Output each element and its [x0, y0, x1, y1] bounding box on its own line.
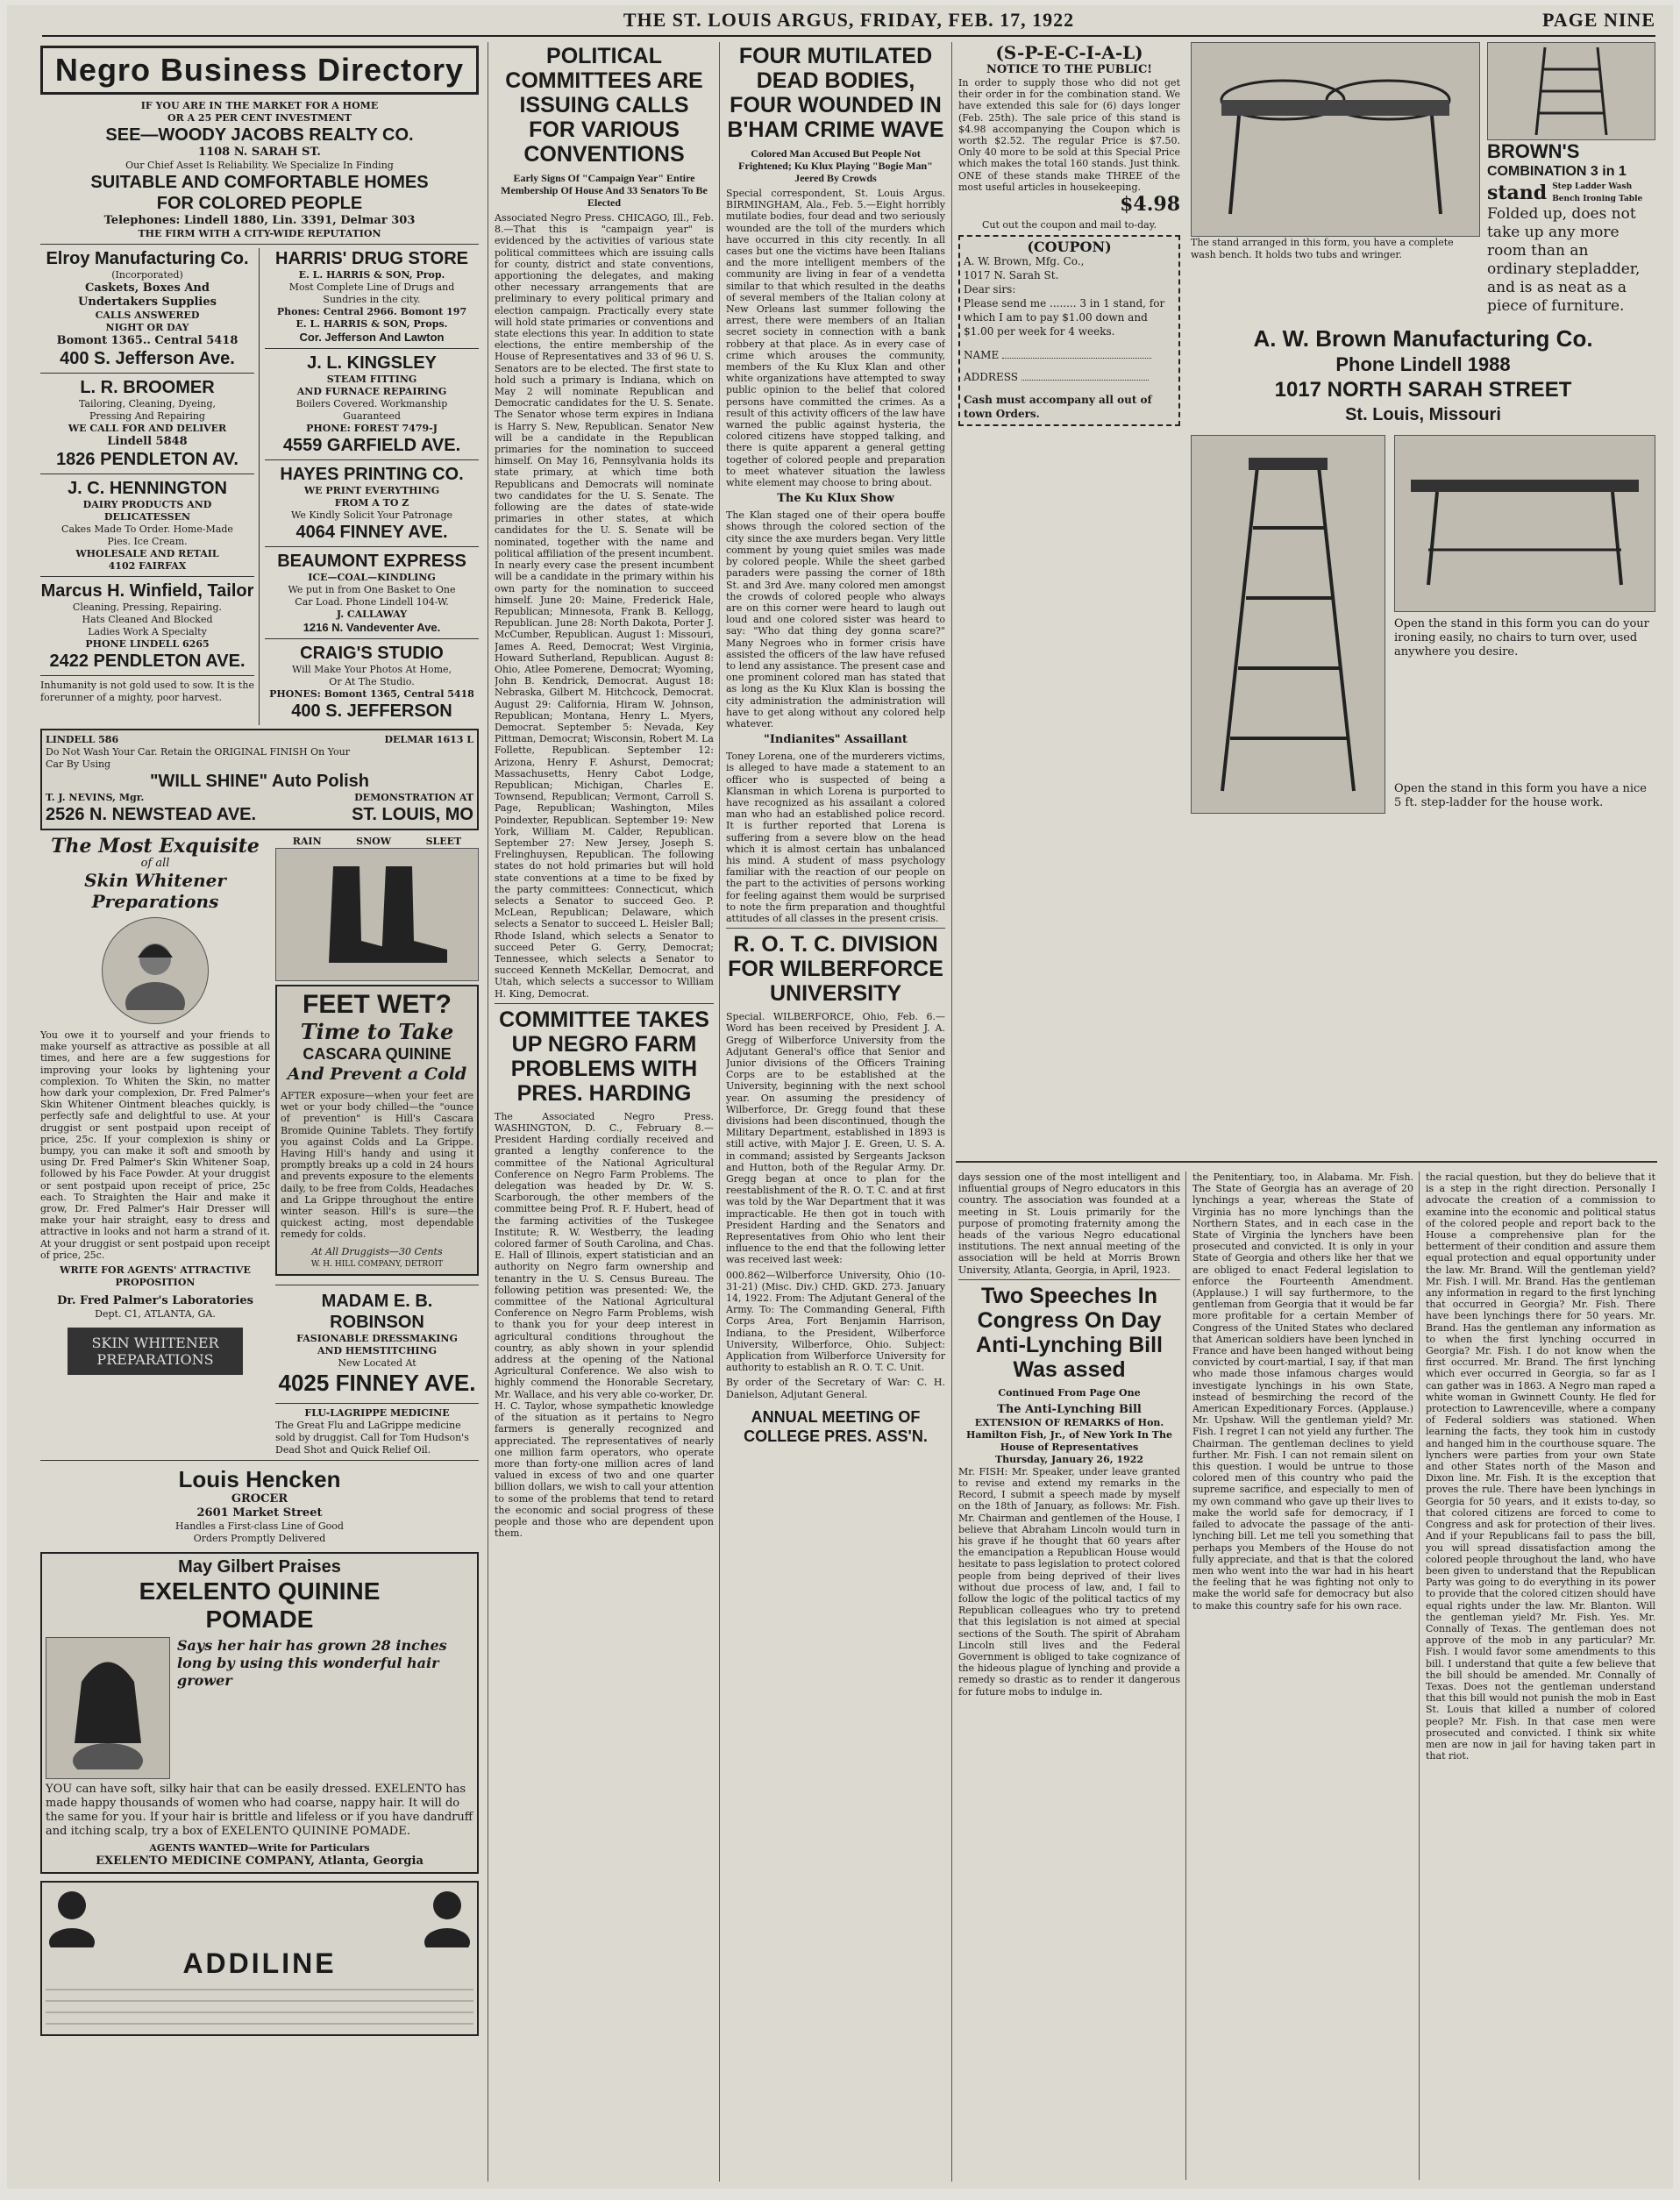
man-silhouette-icon — [421, 1886, 473, 1947]
address-field[interactable] — [1022, 369, 1149, 381]
cascara-ad: RAIN SNOW SLEET FEET WET? Time to Take CASCARA QUININE And Prevent a Cold AFTER exposure—when your feet are wet or your body chilled—the "ounce of prevention" is Hill's Cascara Bromide Quinine Tablets. They fortify you against Colds and La Grippe. Having Hill's handy and using it promptly breaks up a cold in 24 hours and prevents exposure to the elements daily, to be free from Colds, Headaches and La Grippe throughout the entire winter season. Hill's is sure—the quickest acting, most dependable remedy for colds. At All Druggists—30 Cents W. H. HILL COMPANY, DETROIT MADAM E. B. ROBINSON FASIONABLE DRESSMAKING AND HEMSTITCHING New Located At 4025 FINNEY AVE. FLU-LAGRIPPE MEDICINE The Great Flu and LaGrippe medicine sold by druggist. Call for Tom Hudson's Dead Shot and Quick Relief Oil. — [275, 836, 479, 1456]
craig-ad: CRAIG'S STUDIO Will Make Your Photos At Home, Or At The Studio. PHONES: Bomont 1365, Central 5418 400 S. JEFFERSON — [269, 644, 474, 721]
political-article: Associated Negro Press. CHICAGO, Ill., Feb. 8.—That this is "campaign year" is evidenced by the activities of various state political committees which are issuing calls for county, district and state conventions, apportioning the delegates, and making other necessary arrangements that are preliminary to every political primary and election campaign. Practically every state will hold state primaries or conventions and state elections this year. In addition to state elections, the entire membership of the House of Representatives and 33 of 96 U. S. Senators are to be elected. The first state to hold such a primary is Indiana, which on May 2 will nominate Republican and Democratic candidates for the U. S. Senate. The Senator whose term expires in Indiana is Harry S. New, Republican. Senator New will be a candidate in the Republican primaries for the nomination to succeed himself. On May 16, Pennsylvania holds its state primary, at which time both Republicans and Democrats will nominate two candidates for the U. S. Senate. The following are the dates of state-wide primaries in other states, at which candidates for the U. S. Senate will be nominated, together with the name and political affiliation of the present incumbent. In nearly every case the present incumbent will be a candidate in the primary within his own party for the nomination to succeed himself. June 20: Maine, Frederick Hale, Republican; Minnesota, Frank B. Kellogg, Republican. June 28: North Dakota, Porter J. McCumber, Republican. August 1: Missouri, James A. Reed, Democrat; West Virginia, Howard Sutherland, Republican. August 8: Ohio, Atlee Pomerene, Democrat; Wyoming, John B. Kendrick, Democrat. August 18: Nebraska, Gilbert M. Hitchcock, Democrat. August 29: California, Hiram W. Johnson, Republican; Montana, Henry L. Myers, Democrat. September 5: Nevada, Key Pittman, Democrat; Wisconsin, Robert M. La Follette, Republican. September 12: Arizona, Henry F. Ashurst, Democrat; Massachusetts, Henry Cabot Lodge, Republican; Michigan, Charles E. Townsend, Republican; Vermont, Carroll S. Page, Republican; Washington, Miles Poindexter, Republican. September 19: New York, William M. Calder, Republican. September 27: New Jersey, Joseph S. Frelinghuysen, Republican. The following states do not hold primaries but will hold state conventions at a time to be fixed by the party committees: Connecticut, which selects a Senator to succeed Geo. P. McLean, Republican; Delaware, which selects a Senator to succeed L. Heisler Ball; Rhode Island, which selects a Senator to succeed Peter G. Gerry, Democrat; Tennessee, which selects a Senator to succeed Kenneth McKellar, Democrat, and Utah, which selects a successor to William H. King, Democrat. — [495, 212, 714, 1000]
column-rule — [719, 42, 720, 2182]
winfield-ad: Marcus H. Winfield, Tailor Cleaning, Pressing, Repairing. Hats Cleaned And Blocked Ladies Work A Specialty PHONE LINDELL 6265 2422 PENDLETON AVE. — [40, 577, 254, 676]
stepladder-illustration — [1191, 435, 1385, 814]
political-column: POLITICAL COMMITTEES ARE ISSUING CALLS FOR VARIOUS CONVENTIONS Early Signs Of "Campaign Year" Entire Membership Of House And 33 Senators To Be Elected Associated Negro Press. CHICAGO, Ill., Feb. 8.—That this is "campaign year" is evidenced by the activities of various state political committees which are issuing calls for county, district and state conventions, apportioning the delegates, and making other necessary arrangements that are preliminary to every political primary and election campaign. Practically every state will hold state primaries or conventions and state elections this year. In addition to state elections, the entire membership of the House of Representatives and 33 of 96 U. S. Senators are to be elected. The first state to hold such a primary is Indiana, which on May 2 will nominate Republican and Democratic candidates for the U. S. Senate. The Senator whose term expires in Indiana is Harry S. New, Republican. Senator New will be a candidate in the Republican primaries for the nomination to succeed himself. On May 16, Pennsylvania holds its state primary, at which time both Republicans and Democrats will nominate two candidates for the U. S. Senate. The following are the dates of state-wide primaries in other states, at which candidates for the U. S. Senate will be nominated, together with the name and political affiliation of the present incumbent. In nearly every case the present incumbent will be a candidate in the primary within his own party for the nomination to succeed himself. June 20: Maine, Frederick Hale, Republican; Minnesota, Frank B. Kellogg, Republican. June 28: North Dakota, Porter J. McCumber, Republican. August 1: Missouri, James A. Reed, Democrat; West Virginia, Howard Sutherland, Republican. August 8: Ohio, Atlee Pomerene, Democrat; Wyoming, John B. Kendrick, Democrat. August 18: Nebraska, Gilbert M. Hitchcock, Democrat. August 29: California, Hiram W. Johnson, Republican; Montana, Henry L. Myers, Democrat. September 5: Nevada, Key Pittman, Democrat; Wisconsin, Robert M. La Follette, Republican. September 12: Arizona, Henry F. Ashurst, Democrat; Massachusetts, Henry Cabot Lodge, Republican; Michigan, Charles E. Townsend, Republican; Vermont, Carroll S. Page, Republican; Washington, Miles Poindexter, Republican. September 19: New York, William M. Calder, Republican. September 27: New Jersey, Joseph S. Frelinghuysen, Republican. The following states do not hold primaries but will hold state conventions at a time to be fixed by the party committees: Connecticut, which selects a Senator to succeed Geo. P. McLean, Republican; Delaware, which selects a Senator to succeed L. Heisler Ball; Rhode Island, which selects a Senator to succeed Peter G. Gerry, Democrat; Tennessee, which selects a Senator to succeed Kenneth McKellar, Democrat, and Utah, which selects a successor to William H. King, Democrat. COMMITTEE TAKES UP NEGRO FARM PROBLEMS WITH PRES. HARDING The Associated Negro Press. WASHINGTON, D. C., February 8.—President Harding cordially received and granted a lengthy conference to the committee of the National Agricultural Conference on Negro Farm Problems. The delegation was headed by Dr. W. S. Scarborough, the other members of the committee being Prof. R. F. Hubert, head of the farming activities of the Tuskegee Institute; R. W. Westberry, the leading colored farmer of South Carolina, and Chas. E. Hall of Illinois, expert statistician and an authority on Negro farm ownership and tenantry in the U. S. Census Bureau. The following petition was presented: We, the committee of the National Agricultural Conference on Negro Farm Problems, wish to thank you for your deep interest in agricultural conditions throughout the country, as ably shown in your splendid address at the opening of the National Agricultural Conference. We also wish to highly commend the Honorable Secretary, Mr. Wallace, and his very able co-worker, Dr. H. C. Taylor, whose sympathetic knowledge of the situation as it pertains to Negro farmers is generally recognized and appreciated. The representatives of nearly one million farm operators, who operate more than forty-one million acres of land valued in excess of two and one quarter billion dollars, we wish to call your attention to some of the problems that tend to retard the economic and social progress of these people and those who are dependent upon them. — [495, 44, 714, 1540]
business-directory-column — [40, 42, 479, 2040]
debate-column-2: the racial question, but they do believe that it is a step in the right direction. Personally I advocate the creation of a commission to examine into the economic and political status of the colored people and report back to the House a comprehensive plan for the betterment of their condition and assure them equal protection and equal opportunity under the law. Mr. Brand. Will the gentleman yield? Mr. Fish. I will. Mr. Brand. Has the gentleman any information in regard to the first lynching that occurred in Georgia? Mr. Fish. There have been lynchings there for 50 years. Mr. Brand. Has the gentleman any information as to when the first lynching occurred in Georgia? Mr. Fish. I do not know when the first occurred. Mr. Brand. The first lynching which ever occurred in Georgia, so far as I can gather was in 1863. A Negro man raped a white woman in Gwinnett County. He fled for protection to Lawrenceville, where a company of Federal soldiers was stationed. When learning the facts, they took him in custody and hanged him in the courthouse square. The lynchers were parties from your own State and other States north of the Mason and Dixon line. Mr. Fish. It is the exception that proves the rule. There have been lynchings in Georgia for 50 years, and it exists to-day, so that colored citizens are forced to come to Congress and ask for protection of their lives. And if your Republicans fail to pass the bill, you will spread dissatisfaction among the colored people throughout the land, who have been given to understand that the Republican Party was going to do everything in its power to provide that the colored citizen should have equal rights under the law. Mr. Blanton. Will the gentleman yield? Mr. Fish. Yes. Mr. Connally of Texas. The gentleman does not approve of the mob in any particular? Mr. Fish. I would favor some amendments to this bill. I understand that quite a few believe that the bill should be amended. Mr. Connally of Texas. Does not the gentleman understand that this bill would not punish the mob in East St. Louis that killed a number of colored people? Mr. Fish. In that case men were prosecuted and convicted. I think six white men are now in jail for having taken part in that riot. — [1426, 1171, 1655, 1762]
flu-ad: FLU-LAGRIPPE MEDICINE The Great Flu and LaGrippe medicine sold by druggist. Call for Tom Hudson's Dead Shot and Quick Relief Oil. — [275, 1403, 479, 1456]
broomer-ad: L. R. BROOMER Tailoring, Cleaning, Dyeing, Pressing And Repairing WE CALL FOR AND DELIVER Lindell 5848 1826 PENDLETON AV. — [40, 374, 254, 474]
ads-row — [40, 836, 479, 1456]
directory-right — [265, 248, 479, 725]
brown-stand-ad: The stand arranged in this form, you have a complete wash bench. It holds two tubs and wringer. BROWN'S COMBINATION 3 in 1 stand Step Ladder Wash Bench Ironing Table Folded up, does not take up any more room than an ordinary stepladder, and is as neat as a piece of furniture. A. W. Brown Manufacturing Co. Phone Lindell 1988 1017 NORTH SARAH STREET St. Louis, Missouri Open the stand in this form you can do your ironing easily, no chairs to turn over, used anywhere you desire. Open the stand in this form you have a nice 5 ft. step-ladder for the house work. — [1191, 42, 1655, 1164]
saying: Inhumanity is not gold used to sow. It is the forerunner of a mighty, poor harvest. — [40, 680, 254, 703]
elroy-ad: Elroy Manufacturing Co. (Incorporated) Caskets, Boxes And Undertakers Supplies CALLS ANSWERED NIGHT OR DAY Bomont 1365.. Central 5418 400 S. Jefferson Ave. — [40, 248, 254, 374]
coupon-form: (COUPON) A. W. Brown, Mfg. Co., 1017 N. Sarah St. Dear sirs: Please send me ........ 3 in 1 stand, for which I am to pay $1.00 down and $1.00 per week for 4 weeks. NAME ADDRESS Cash must accompany all out of town Orders. — [958, 235, 1180, 426]
kingsley-ad: J. L. KINGSLEY STEAM FITTING AND FURNACE REPAIRING Boilers Covered. Workmanship Guaranteed PHONE: FOREST 7479-J 4559 GARFIELD AVE. — [265, 349, 479, 460]
palmer-ad: The Most Exquisite of all Skin Whitener Preparations You owe it to yourself and your friends to make yourself as attractive as possible at all times, and here are a few suggestions for improving your looks by lightening your complexion. To Whiten the Skin, no matter how dark your complexion, Dr. Fred Palmer's Skin Whitener Ointment bleaches quickly, is perfectly safe and delightful to use. At your druggist or sent postpaid upon receipt of price, 25c. If your complexion is shiny or bumpy, you can make it soft and smooth by using Dr. Fred Palmer's Skin Whitener Soap, followed by his Face Powder. At your druggist or sent postpaid upon receipt of price, 25c each. To Straighten the Hair and make it grow, Dr. Fred Palmer's Hair Dresser will make your hair straight, easy to dress and attractive in looks and not harm a strand of it. At your druggist or sent postpaid upon receipt of price, 25c. WRITE FOR AGENTS' ATTRACTIVE PROPOSITION Dr. Fred Palmer's Laboratories Dept. C1, ATLANTA, GA. SKIN WHITENER PREPARATIONS — [40, 836, 270, 1456]
name-field[interactable] — [1002, 347, 1151, 359]
may-gilbert-portrait — [46, 1637, 170, 1779]
wash-bench-illustration — [1191, 42, 1480, 237]
robinson-ad: MADAM E. B. ROBINSON FASIONABLE DRESSMAKING AND HEMSTITCHING New Located At 4025 FINNEY AVE. — [275, 1285, 479, 1396]
rotc-headline: R. O. T. C. DIVISION FOR WILBERFORCE UNIVERSITY — [728, 932, 943, 1007]
hayes-ad: HAYES PRINTING CO. WE PRINT EVERYTHING FROM A TO Z We Kindly Solicit Your Patronage 4064 FINNEY AVE. — [265, 460, 479, 547]
crime-headline: FOUR MUTILATED DEAD BODIES, FOUR WOUNDED IN B'HAM CRIME WAVE — [727, 44, 944, 142]
farm-article: The Associated Negro Press. WASHINGTON, D. C., February 8.—President Harding cordially received and granted a lengthy conference to the committee of the National Agricultural Conference on Negro Farm Problems. The delegation was headed by Dr. W. S. Scarborough, the other members of the committee being Prof. R. F. Hubert, head of the farming activities of the Tuskegee Institute; R. W. Westberry, the leading colored farmer of South Carolina, and Chas. E. Hall of Illinois, expert statistician and an authority on Negro farm ownership and tenantry in the U. S. Census Bureau. The following petition was presented: We, the committee of the National Agricultural Conference on Negro Farm Problems, wish to thank you for your deep interest in agricultural conditions throughout the country, as ably shown in your splendid address at the opening of the National Agricultural Conference. We also wish to highly commend the Honorable Secretary, Mr. Wallace, and his very able co-worker, Dr. H. C. Taylor, whose sympathetic knowledge of the situation as it pertains to Negro farmers is generally recognized and appreciated. The representatives of nearly one million farm operators, who operate more than forty-one million acres of land valued in excess of two and one quarter billion dollars, we wish to call your attention to some of the problems that tend to retard the economic and social progress of these people and those who are dependent upon them. — [495, 1110, 714, 1540]
masthead — [42, 5, 1655, 37]
exelento-ad: May Gilbert Praises EXELENTO QUININE POMADE Says her hair has grown 28 inches long by using this wonderful hair grower YOU can have soft, silky hair that can be easily dressed. EXELENTO has made happy thousands of women who had coarse, nappy hair. It will do the same for you. If your hair is brittle and lifeless or if you have dandruff and itching scalp, try a box of EXELENTO QUININE POMADE. AGENTS WANTED—Write for Particulars EXELENTO MEDICINE COMPANY, Atlanta, Georgia — [40, 1552, 479, 1874]
ladder-illustration — [1487, 42, 1655, 140]
product-box: SKIN WHITENER PREPARATIONS — [68, 1328, 243, 1375]
beaumont-ad: BEAUMONT EXPRESS ICE—COAL—KINDLING We put in from One Basket to One Car Load. Phone Lindell 104-W. J. CALLAWAY 1216 N. Vandeventer Ave. — [265, 547, 479, 639]
directory-grid — [40, 248, 479, 725]
brown-company-info: A. W. Brown Manufacturing Co. Phone Lindell 1988 1017 NORTH SARAH STREET St. Louis, Missouri — [1253, 325, 1593, 424]
speeches-column: days session one of the most intelligent and influential groups of Negro educators in this country. The association was founded at a meeting in St. Louis primarily for the purpose of promoting fraternity among the heads of the various Negro educational institutions. The next annual meeting of the association will be held at Morris Brown University, Atlanta, Georgia, in April, 1923. Two Speeches In Congress On Day Anti-Lynching Bill Was assed Continued From Page One The Anti-Lynching Bill EXTENSION OF REMARKS of Hon. Hamilton Fish, Jr., of New York In The House of Representatives Thursday, January 26, 1922 Mr. FISH: Mr. Speaker, under leave granted to revise and extend my remarks in the Record, I submit a speech made by myself on the 18th of January, as follows: Mr. Fish. Mr. Chairman and gentlemen of the House, I believe that Abraham Lincoln would turn in his grave if he thought that 60 years after the emancipation a Republican House would hesitate to pass legislation to protect colored people from being deprived of their lives without due process of law, and, I fail to follow the logic of the political tactics of my Republican colleagues who try to pretend that this legislation is not aimed at special sections of the South. The spirit of Abraham Lincoln still lives and the Federal Government is obliged to take cognizance of the hideous plague of lynching and provide a remedy so drastic as to render it dangerous for future mobs to indulge in. — [958, 1171, 1180, 1698]
column-rule — [1419, 1171, 1420, 2180]
page-number: PAGE NINE — [1542, 9, 1655, 31]
debate-column-1: the Penitentiary, too, in Alabama. Mr. Fish. The State of Georgia has an average of 20 lynchings a year, whereas the State of Virginia has no more lynchings than the Northern States, and in each case in the State of Virginia the lynchers have been prosecuted and convicted. It is only in your State of Georgia and others like her that we are obliged to enact Federal legislation to enforce the Fourteenth Amendment. (Applause.) I will say furthermore, to the gentleman from Georgia that it would be far more profitable for a certain Member of Congress of the United States who declared that American soldiers have been lynched in France and have been hanged without being convicted by court-martial, I say, if that man who made those infamous charges would investigate lynchings in his own State, instead of besmirching the record of the American Expeditionary Forces. (Applause.) Mr. Upshaw. Will the gentleman yield? Mr. Fish. I regret I can not yield any further. The Chairman. The gentleman declines to yield further. Mr. Fish. I can not remain silent on this question. I would be untrue to those colored men of this country who paid the supreme sacrifice, and especially to men of my own command who gave up their lives to make the world safe for democracy, if I failed to advocate the passage of the anti-lynching bill. Let me tell you something that perhaps you Members of the House do not fully appreciate, and that is that the colored men who went into the war had in his heart the feeling that he was fighting not only to make the world safe for democracy but also to make this country safe for his own race. — [1192, 1171, 1413, 1612]
hennington-ad: J. C. HENNINGTON DAIRY PRODUCTS AND DELICATESSEN Cakes Made To Order. Home-Made Pies. Ice Cream. WHOLESALE AND RETAIL 4102 FAIRFAX — [40, 474, 254, 577]
harris-ad: HARRIS' DRUG STORE E. L. HARRIS & SON, Prop. Most Complete Line of Drugs and Sundries in the city. Phones: Central 2966. Bomont 197 E. L. HARRIS & SON, Props. Cor. Jefferson And Lawton — [265, 248, 479, 349]
paper-dateline: THE ST. LOUIS ARGUS, FRIDAY, FEB. 17, 1922 — [623, 9, 1075, 31]
jacobs-realty-ad: IF YOU ARE IN THE MARKET FOR A HOME OR A 25 PER CENT INVESTMENT SEE—WOODY JACOBS REALTY CO. 1108 N. SARAH ST. Our Chief Asset Is Reliability. We Specialize In Finding SUITABLE AND COMFORTABLE HOMES FOR COLORED PEOPLE Telephones: Lindell 1880, Lin. 3391, Delmar 303 THE FIRM WITH A CITY-WIDE REPUTATION — [40, 100, 479, 245]
addiline-ad: ADDILINE — [40, 1881, 479, 2036]
special-notice-column: (S-P-E-C-I-A-L) NOTICE TO THE PUBLIC! In order to supply those who did not get their order in for the combination stand. We have extended this sale for (6) days longer (Feb. 25th). The sale price of this stand is $4.98 accompanying the Coupon which is worth $2.52. The regular Price is $7.50. Only 40 more to be sold at this Special Price which makes the total 160 stands. Just think. ONE of these stands make THREE of the most useful articles in housekeeping. $4.98 Cut out the coupon and mail to-day. (COUPON) A. W. Brown, Mfg. Co., 1017 N. Sarah St. Dear sirs: Please send me ........ 3 in 1 stand, for which I am to pay $1.00 down and $1.00 per week for 4 weeks. NAME ADDRESS Cash must accompany all out of town Orders. — [958, 42, 1180, 430]
directory-left — [40, 248, 260, 725]
section-rule — [956, 1161, 1657, 1163]
speeches-headline: Two Speeches In Congress On Day Anti-Lynching Bill Was assed — [976, 1283, 1163, 1382]
woman-portrait — [102, 917, 209, 1024]
cascara-box: FEET WET? Time to Take CASCARA QUININE And Prevent a Cold AFTER exposure—when your feet are wet or your body chilled—the "ounce of prevention" is Hill's Cascara Bromide Quinine Tablets. They fortify you against Colds and La Grippe. Having Hill's handy and using it promptly breaks up a cold in 24 hours and prevents exposure to the elements daily, to be free from Colds, Headaches and La Grippe throughout the entire winter season. Hill's is sure—the quickest acting, most dependable remedy for colds. At All Druggists—30 Cents W. H. HILL COMPANY, DETROIT — [275, 985, 479, 1276]
will-shine-ad: LINDELL 586 DELMAR 1613 L Do Not Wash Your Car. Retain the ORIGINAL FINISH On Your Car By Using "WILL SHINE" Auto Polish T. J. NEVINS, Mgr. DEMONSTRATION AT 2526 N. NEWSTEAD AVE. ST. LOUIS, MO — [40, 729, 479, 830]
political-headline: POLITICAL COMMITTEES ARE ISSUING CALLS FOR VARIOUS CONVENTIONS — [505, 44, 703, 167]
newspaper-page — [7, 5, 1673, 2189]
boots-illustration — [275, 848, 479, 981]
crime-column: FOUR MUTILATED DEAD BODIES, FOUR WOUNDED IN B'HAM CRIME WAVE Colored Man Accused But People Not Frightened; Ku Klux Playing "Bogie Man" Jeered By Crowds Special correspondent, St. Louis Argus. BIRMINGHAM, Ala., Feb. 5.—Eight horribly mutilate bodies, four dead and two seriously wounded are the toll of the murders which have occurred in this city recently. In all cases but one the victims have been Italians and the more intelligent members of the community are living in fear of a vendetta similar to that which resulted in the deaths of several members of the Italian colony at New Orleans last summer following the arrest, there were members of an Italian secret society in connection with a bank robbery at that place. As in every case of crime which arouses the community, members of the Ku Klux Klan and other white organizations have attempted to sway public opinion to the belief that colored persons have committed the crimes. As a result of this activity officers of the law have warned the public against hysteria, the colored citizens have stopped talking, and there is quite apparent a general getting together of colored people and preparation to meet whatever situation the lawless white element may choose to bring about. The Ku Klux Show The Klan staged one of their opera bouffe shows through the colored section of the city since the axe murders began. Very little comment by young quiet smiles was made by colored people. While the sheet garbed paraders were passing the corner of 18th St. and 3rd Ave. many colored men amongst the crowds of colored people who always are on this corner were heard to laugh out loud and one colored sister was heard to say: "Who dat thing dey gonna scare?" Many Negroes who in former crisis have assisted the officers of the law have refused to lend any assistance. The present case and one prominent colored man has stated that as long as the Ku Klux Klan is bossing the city administration the administration will have to get along without any colored help whatever. "Indianites" Assaillant Toney Lorena, one of the murderers victims, is alleged to have made a statement to an officer who is suspected of being a Klansman in which Lorena is purported to have recognized as his assailant a colored man who had an established police record. It is further reported that Lorena is suffering from a severe blow on the head which it is almost certain has unbalanced his mind. A student of mass psychology familiar with the reaction of our people on the part to the activities of persons working for feeling against them would be surprised to note the firm preparation and thoughtful attitudes of all classes in the present crisis. R. O. T. C. DIVISION FOR WILBERFORCE UNIVERSITY Special. WILBERFORCE, Ohio, Feb. 6.—Word has been received by President J. A. Gregg of Wilberforce University from the Adjutant General's office that Senior and Junior divisions of the Officers Training Corps are to be established at the University, beginning with the next school year. On assuming the presidency of Wilberforce, Dr. Gregg found that these divisions had been discontinued, though the Military Department, established in 1893 is still active, with Major J. E. Green, U. S. A. in command; assisted by Sergeants Jackson and Hutton, both of the Regular Army. Dr. Gregg began at once to plan for the reestablishment of the R. O. T. C. and at first was told by the War Department that it was impracticable. He then got in touch with President Harding and the Senators and Representatives from Ohio who lent their influence to the end that the following letter was received last week: 000.862—Wilberforce University, Ohio (10-31-21) (Misc. Div.) CHD. GKD. 273. January 14, 1922. From: The Adjutant General of the Army. To: The Commanding General, Fifth Corps Area, Fort Benjamin Harrison, Indiana, to the President, Wilberforce University, Wilberforce, Ohio. Subject: Application from Wilberforce University for authority to establish an R. O. T. C. Unit. By order of the Secretary of War: C. H. Danielson, Adjutant General. ANNUAL MEETING OF COLLEGE PRES. ASS'N. — [726, 44, 945, 1445]
column-rule — [1185, 1171, 1186, 2180]
hencken-ad: Louis Hencken GROCER 2601 Market Street Handles a First-class Line of Good Orders Promptly Delivered — [40, 1460, 479, 1545]
directory-title: Negro Business Directory — [40, 46, 479, 95]
column-rule — [951, 42, 952, 2182]
ironing-table-illustration — [1394, 435, 1655, 612]
jacobs-name: SEE—WOODY JACOBS REALTY CO. — [105, 125, 414, 145]
farm-headline: COMMITTEE TAKES UP NEGRO FARM PROBLEMS WITH PRES. HARDING — [499, 1007, 709, 1106]
man-silhouette-icon — [46, 1886, 98, 1947]
